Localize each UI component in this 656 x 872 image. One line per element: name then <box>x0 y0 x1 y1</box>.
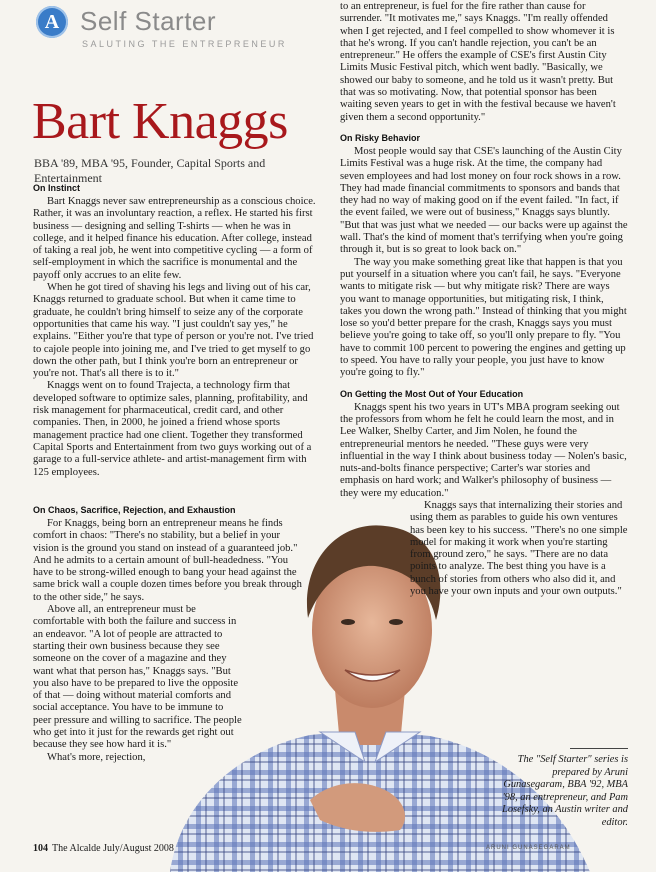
paragraph: The way you make something great like that happen is that you put yourself in a situation where you can't fail, he says. "Everyone wants to mitigate risk — but why mitigate risk? There are ways you want to manage opportunities, but mitigating risk, I think, takes you down the wrong path." Instead of thinking that you might lose so you'd better prepare for the crash, Knaggs says you must believe you're going to take off, so you'll only prepare to fly. "You have to commit 100 percent to powering the engines and getting up to speed. You have to rally your people, you just have to know you're going to fly." <box>340 256 627 379</box>
series-title: Self Starter <box>80 6 217 36</box>
profile-credentials: BBA '89, MBA '95, Founder, Capital Sports and Entertainment <box>34 156 266 185</box>
right-column <box>340 1 628 598</box>
paragraph: When he got tired of shaving his legs and living out of his car, Knaggs returned to graduate school. But when it came time to graduate, he couldn't bring himself to seize any of the corporate opportunities that came his way. "I just couldn't say yes," he explains. "Either you're that type of person or you're not. I've tried to cajole people into joining me, and I've tried to get myself to go down the other path, but I think you're born an entrepreneur or you're not. That's all there is to it." <box>33 282 314 380</box>
paragraph: Knaggs spent his two years in UT's MBA program seeking out the professors from whom he felt he could learn the most, and in Lee Walker, Shelby Carter, and Jim Nolen, he found the entrepreneurial mentors he needed. "These guys were very influential in the way I think about business today — Nolen's basic, nuts-and-bolts finance perspective; Carter's war stories and emphasis on hard work; and Walker's philosophy of business — they were my education." <box>340 401 627 499</box>
paragraph: Above all, an entrepreneur must be comfortable with both the failure and success in an endeavor. "A lot of people are attracted to starting their own business because they see someone on the cover of a magazine and they want what that person has," Knaggs says. "But you also have to be prepared to live the opposite of that — doing without material comforts and social acceptance. You have to be immune to peer pressure and willing to sacrifice. The people who get into it just for the rewards get right out because they see how hard it is." <box>33 604 242 751</box>
author-endnote: The "Self Starter" series is prepared by Aruni Gunasegaram, BBA '92, MBA '98, an entrepreneur, and Pam Losefsky, an Austin writer and editor. <box>502 754 628 828</box>
section-heading-chaos: On Chaos, Sacrifice, Rejection, and Exhaustion <box>33 505 236 515</box>
photo-credit: ARUNI GUNASEGARAM <box>486 845 571 851</box>
paragraph: What's more, rejection, <box>47 751 146 763</box>
right-eye <box>389 619 403 625</box>
section-heading-education: On Getting the Most Out of Your Education <box>340 388 524 399</box>
paragraph: Knaggs says that internalizing their stories and using them as parables to guide his own ventures has been key to his success. "There's no one simple model for making it work when you're starting from ground zero," he says. "There are no data points to analyze. The best thing you have is a bunch of stories from others who also did it, and you have your own inputs and your own outputs." <box>410 499 628 598</box>
section-heading-instinct: On Instinct <box>33 183 80 193</box>
publication-name: The Alcalde July/August 2008 <box>52 843 174 854</box>
left-column-bottom <box>33 505 305 764</box>
endnote-divider <box>570 748 628 749</box>
left-column-top <box>33 183 323 479</box>
page-number: 104 <box>33 843 48 854</box>
paragraph: to an entrepreneur, is fuel for the fire rather than cause for surrender. "It motivates me," says Knaggs. "I'm really offended when I get rejected, and I feel compelled to show whomever it is that he's wrong. If you can't handle rejection, you can't be an entrepreneur." He offers the example of CSE's first Austin City Limits Music Festival pitch, which went badly. "Basically, we showed our baby to someone, and he told us it wasn't pretty. But that was so motivating. Now, that potential sponsor has been waiting seven years to get in with the festival because we haven't given them a second opportunity." <box>340 1 616 123</box>
paragraph: Bart Knaggs never saw entrepreneurship as a conscious choice. Rather, it was an involuntary reaction, a reflex. He started his first business — designing and selling T-shirts — when he was in college, and it helped finance his education. After college, instead of taking a real job, he went into competitive cycling — a form of self-employment in which the sacrifice is monumental and the payoff only accrues to an elite few. <box>33 196 316 281</box>
paragraph: Most people would say that CSE's launching of the Austin City Limits Festival was a huge risk. At the time, the company had seven employees and had lost money on four rock shows in a row. They had made financial commitments to sponsors and bands that they had no way of making good on if the event failed. "In fact, if the event failed, we were out of business," Knaggs says bluntly. "But that was just what we needed — our backs were up against the wall. That's the kind of moment that's terrifying when you're going through it, but is so great to look back on." <box>340 145 628 256</box>
profile-name: Bart Knaggs <box>32 93 288 150</box>
series-subtitle: SALUTING THE ENTREPRENEUR <box>82 39 287 49</box>
series-logo-badge: A <box>36 6 68 38</box>
page-footer <box>33 843 174 854</box>
left-eye <box>341 619 355 625</box>
section-heading-risk: On Risky Behavior <box>340 132 421 143</box>
paragraph: For Knaggs, being born an entrepreneur means he finds comfort in chaos: "There's no stability, but a belief in your vision is the ground you stand on instead of a guaranteed job." And he admits to a certain amount of bull-headedness. "You have to be strong-willed enough to bang your head against the same brick wall a couple dozen times before you break through to the other side," he says. <box>33 518 302 603</box>
paragraph: Knaggs went on to found Trajecta, a technology firm that developed software to optimize sales, planning, profitability, and risk management for pharmaceutical, credit card, and other companies. Then, in 2000, he joined a friend whose sports management practice had one client. Together they transformed Capital Sports and Entertainment from two guys working out of a garage to a full-service athlete- and artist-management firm with 125 employees. <box>33 380 312 478</box>
